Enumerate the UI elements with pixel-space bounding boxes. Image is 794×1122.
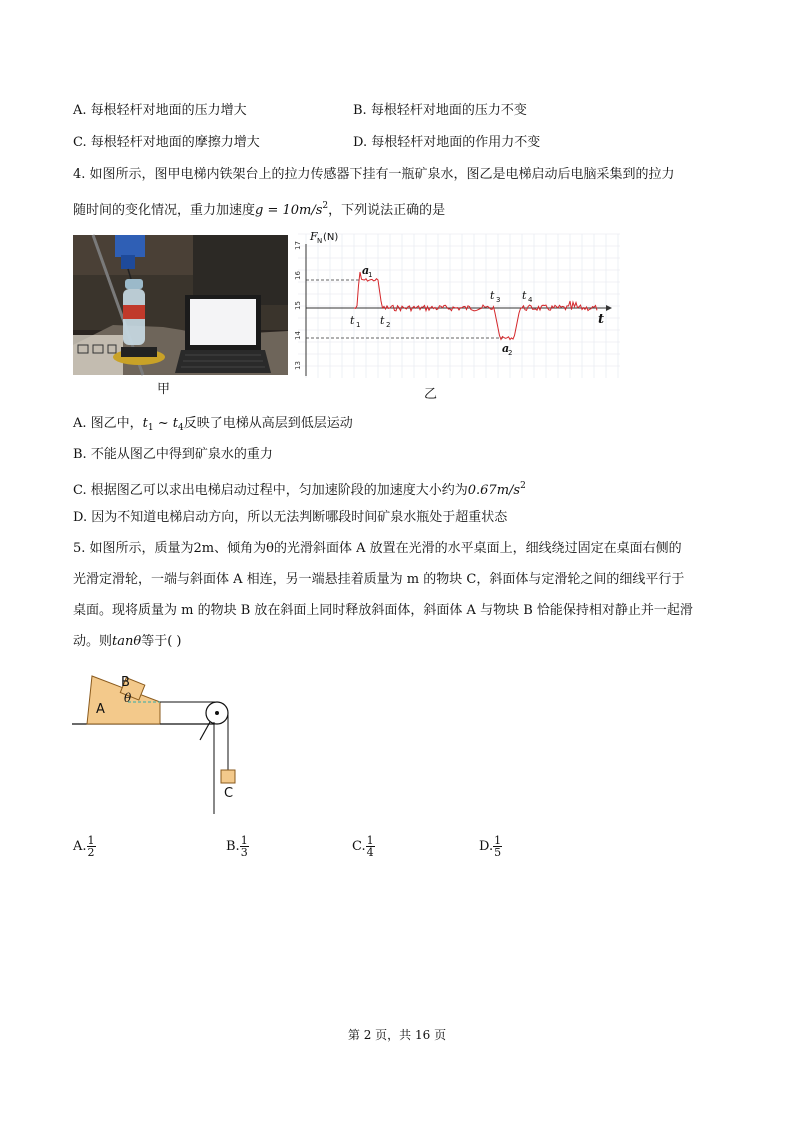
q5-stem-line-3: 桌面。现将质量为 m 的物块 B 放在斜面上同时释放斜面体，斜面体 A 与物块 B 恰能保持相对静止并一起滑 [73, 603, 693, 618]
q4-option-a [73, 415, 353, 437]
caption-jia: 甲 [157, 382, 171, 397]
q4-gravity-formula: g = 10m/s [255, 203, 323, 218]
label-t2: t [380, 314, 385, 327]
graph-background [298, 226, 620, 378]
q4-option-a-sub4: 4 [178, 423, 184, 433]
y-tick-label: 14 [294, 331, 302, 340]
q5-option-b [226, 835, 249, 858]
q5-tan-theta: tanθ [112, 634, 142, 649]
y-tick-label: 13 [294, 361, 302, 370]
label-t4: t [522, 289, 527, 302]
q4-stem-line-1: 4. 如图所示，图甲电梯内铁架台上的拉力传感器下挂有一瓶矿泉水，图乙是电梯启动后电脑采集到的拉力 [73, 167, 675, 182]
y-axis-sub: N [317, 237, 323, 245]
q4-stem-line-2 [73, 197, 445, 220]
y-tick-label: 16 [294, 271, 302, 280]
label-t4-sub: 4 [528, 296, 533, 304]
q3-option-c: C. 每根轻杆对地面的摩擦力增大 [73, 135, 260, 150]
q4-option-c-value: 0.67m/s [467, 483, 521, 498]
q4-stem-tail: ，下列说法正确的是 [328, 203, 446, 218]
q4-gravity-exponent: 2 [322, 201, 329, 211]
q5-option-c-numerator: 1 [366, 834, 374, 847]
q5-option-a [73, 835, 96, 858]
label-theta: θ [124, 691, 132, 705]
label-t3-sub: 3 [496, 296, 501, 304]
q4-stem-text: 随时间的变化情况，重力加速度 [73, 203, 256, 218]
q5-option-c-prefix: C. [352, 839, 366, 854]
y-axis-unit: (N) [323, 232, 339, 243]
q5-option-d-denominator: 5 [494, 846, 502, 859]
incline-pulley-diagram [72, 664, 262, 820]
y-tick-label: 15 [294, 301, 302, 310]
label-t1: t [350, 314, 355, 327]
q5-stem-line-4 [73, 633, 181, 651]
label-t1-sub: 1 [356, 321, 361, 329]
q5-option-a-denominator: 2 [87, 846, 95, 859]
force-time-graph [294, 226, 620, 382]
q3-option-a: A. 每根轻杆对地面的压力增大 [73, 103, 247, 118]
q3-option-d: D. 每根轻杆对地面的作用力不变 [353, 135, 541, 150]
label-a1-sub: 1 [368, 271, 373, 279]
q4-option-c [73, 477, 526, 500]
q4-option-d: D. 因为不知道电梯启动方向，所以无法判断哪段时间矿泉水瓶处于超重状态 [73, 510, 508, 525]
q4-option-c-exp: 2 [520, 481, 526, 491]
q4-option-b: B. 不能从图乙中得到矿泉水的重力 [73, 447, 273, 462]
q5-option-d-prefix: D. [479, 839, 494, 854]
q5-option-c-denominator: 4 [366, 846, 374, 859]
q3-option-b: B. 每根轻杆对地面的压力不变 [353, 103, 527, 118]
q5-option-b-denominator: 3 [240, 846, 248, 859]
q5-option-c [352, 835, 375, 858]
label-a: A [96, 702, 105, 717]
q5-stem-prefix: 动。则 [73, 634, 113, 649]
q5-option-d-numerator: 1 [494, 834, 502, 847]
q5-option-d [479, 835, 502, 858]
caption-yi: 乙 [424, 387, 438, 402]
q4-option-a-text: 反映了电梯从高层到低层运动 [183, 416, 353, 431]
q4-option-a-sub1: 1 [147, 423, 154, 433]
label-t2-sub: 2 [386, 321, 391, 329]
q4-option-c-text: C. 根据图乙可以求出电梯启动过程中，匀加速阶段的加速度大小约为 [73, 483, 468, 498]
q5-stem-line-1: 5. 如图所示，质量为2m、倾角为θ的光滑斜面体 A 放置在光滑的水平桌面上，细线绕过固定在桌面右侧的 [73, 541, 682, 556]
q5-stem-tail: 等于( ) [141, 634, 182, 649]
label-b: B [121, 675, 130, 690]
q4-option-a-tilde: ~ t [153, 416, 179, 431]
label-a1: a [362, 264, 370, 277]
q5-option-a-numerator: 1 [87, 834, 95, 847]
label-a2: a [502, 342, 510, 355]
y-tick-label: 17 [294, 241, 302, 250]
label-t3: t [490, 289, 495, 302]
label-c: C [224, 786, 234, 801]
elevator-photo [73, 235, 288, 375]
q5-option-a-prefix: A. [73, 839, 87, 854]
q5-option-b-numerator: 1 [240, 834, 248, 847]
x-axis-label: t [598, 312, 605, 327]
label-a2-sub: 2 [508, 349, 513, 357]
page-footer: 第 2 页，共 16 页 [347, 1028, 447, 1042]
q5-option-b-prefix: B. [226, 839, 240, 854]
y-axis-label: F [310, 230, 318, 243]
q4-option-a-t: t [142, 416, 148, 431]
q5-stem-line-2: 光滑定滑轮，一端与斜面体 A 相连，另一端悬挂着质量为 m 的物块 C，斜面体与定滑轮之间的细线平行于 [73, 572, 685, 587]
q4-option-a-prefix: A. 图乙中， [73, 416, 143, 431]
